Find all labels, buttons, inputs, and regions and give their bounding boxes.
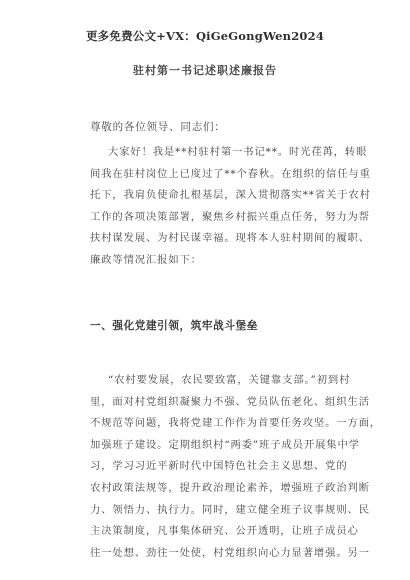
paragraph-line: “农村要发展，农民要致富，关键靠支部。”初到村 (108, 374, 351, 386)
document-title: 驻村第一书记述职述廉报告 (133, 64, 277, 77)
paragraph-line: 力、领悟力、执行力。同时，建立健全班子议事规则、民 (90, 503, 370, 516)
paragraph-line: 工作的各项决策部署，聚焦乡村振兴重点任务，努力为帮 (90, 210, 370, 223)
paragraph-line: 扶村谋发展、为村民谋幸福。现将本人驻村期间的履职、 (90, 232, 370, 245)
paragraph-line: 廉政等情况汇报如下： (90, 253, 202, 266)
watermark-text: 更多免费公文+VX：QiGeGongWen2024 (85, 29, 325, 43)
paragraph-line: 托下，我肩负使命扎根基层，深入贯彻落实**省关于农村 (90, 189, 371, 202)
section-heading: 一、强化党建引领，筑牢战斗堡垒 (90, 320, 258, 332)
paragraph-line: 农村政策法规等，提升政治理论素养，增强班子政治判断 (90, 481, 370, 494)
paragraph-line: 不规范等问题，我将党建工作作为首要任务攻坚。一方面， (90, 417, 382, 430)
paragraph-line: 习，学习习近平新时代中国特色社会主义思想、党的 (90, 460, 348, 473)
paragraph-party-building (90, 370, 382, 564)
paragraph-line: 主决策制度，凡事集体研究、公开透明，让班子成员心 (90, 525, 359, 538)
paragraph-line: 往一处想、劲往一处使，村党组织向心力显著增强。另一 (90, 546, 370, 559)
salutation: 尊敬的各位领导、同志们： (90, 121, 226, 133)
paragraph-line: 加强班子建设。定期组织村“两委”班子成员开展集中学 (90, 438, 360, 451)
paragraph-line: 间我在驻村岗位上已度过了**个春秋。在组织的信任与重 (90, 167, 371, 180)
paragraph-line: 大家好！我是**村驻村第一书记**。时光荏苒，转眼 (108, 146, 368, 158)
paragraph-line: 里，面对村党组织凝聚力不强、党员队伍老化、组织生活 (90, 395, 370, 408)
paragraph-intro (90, 142, 371, 272)
